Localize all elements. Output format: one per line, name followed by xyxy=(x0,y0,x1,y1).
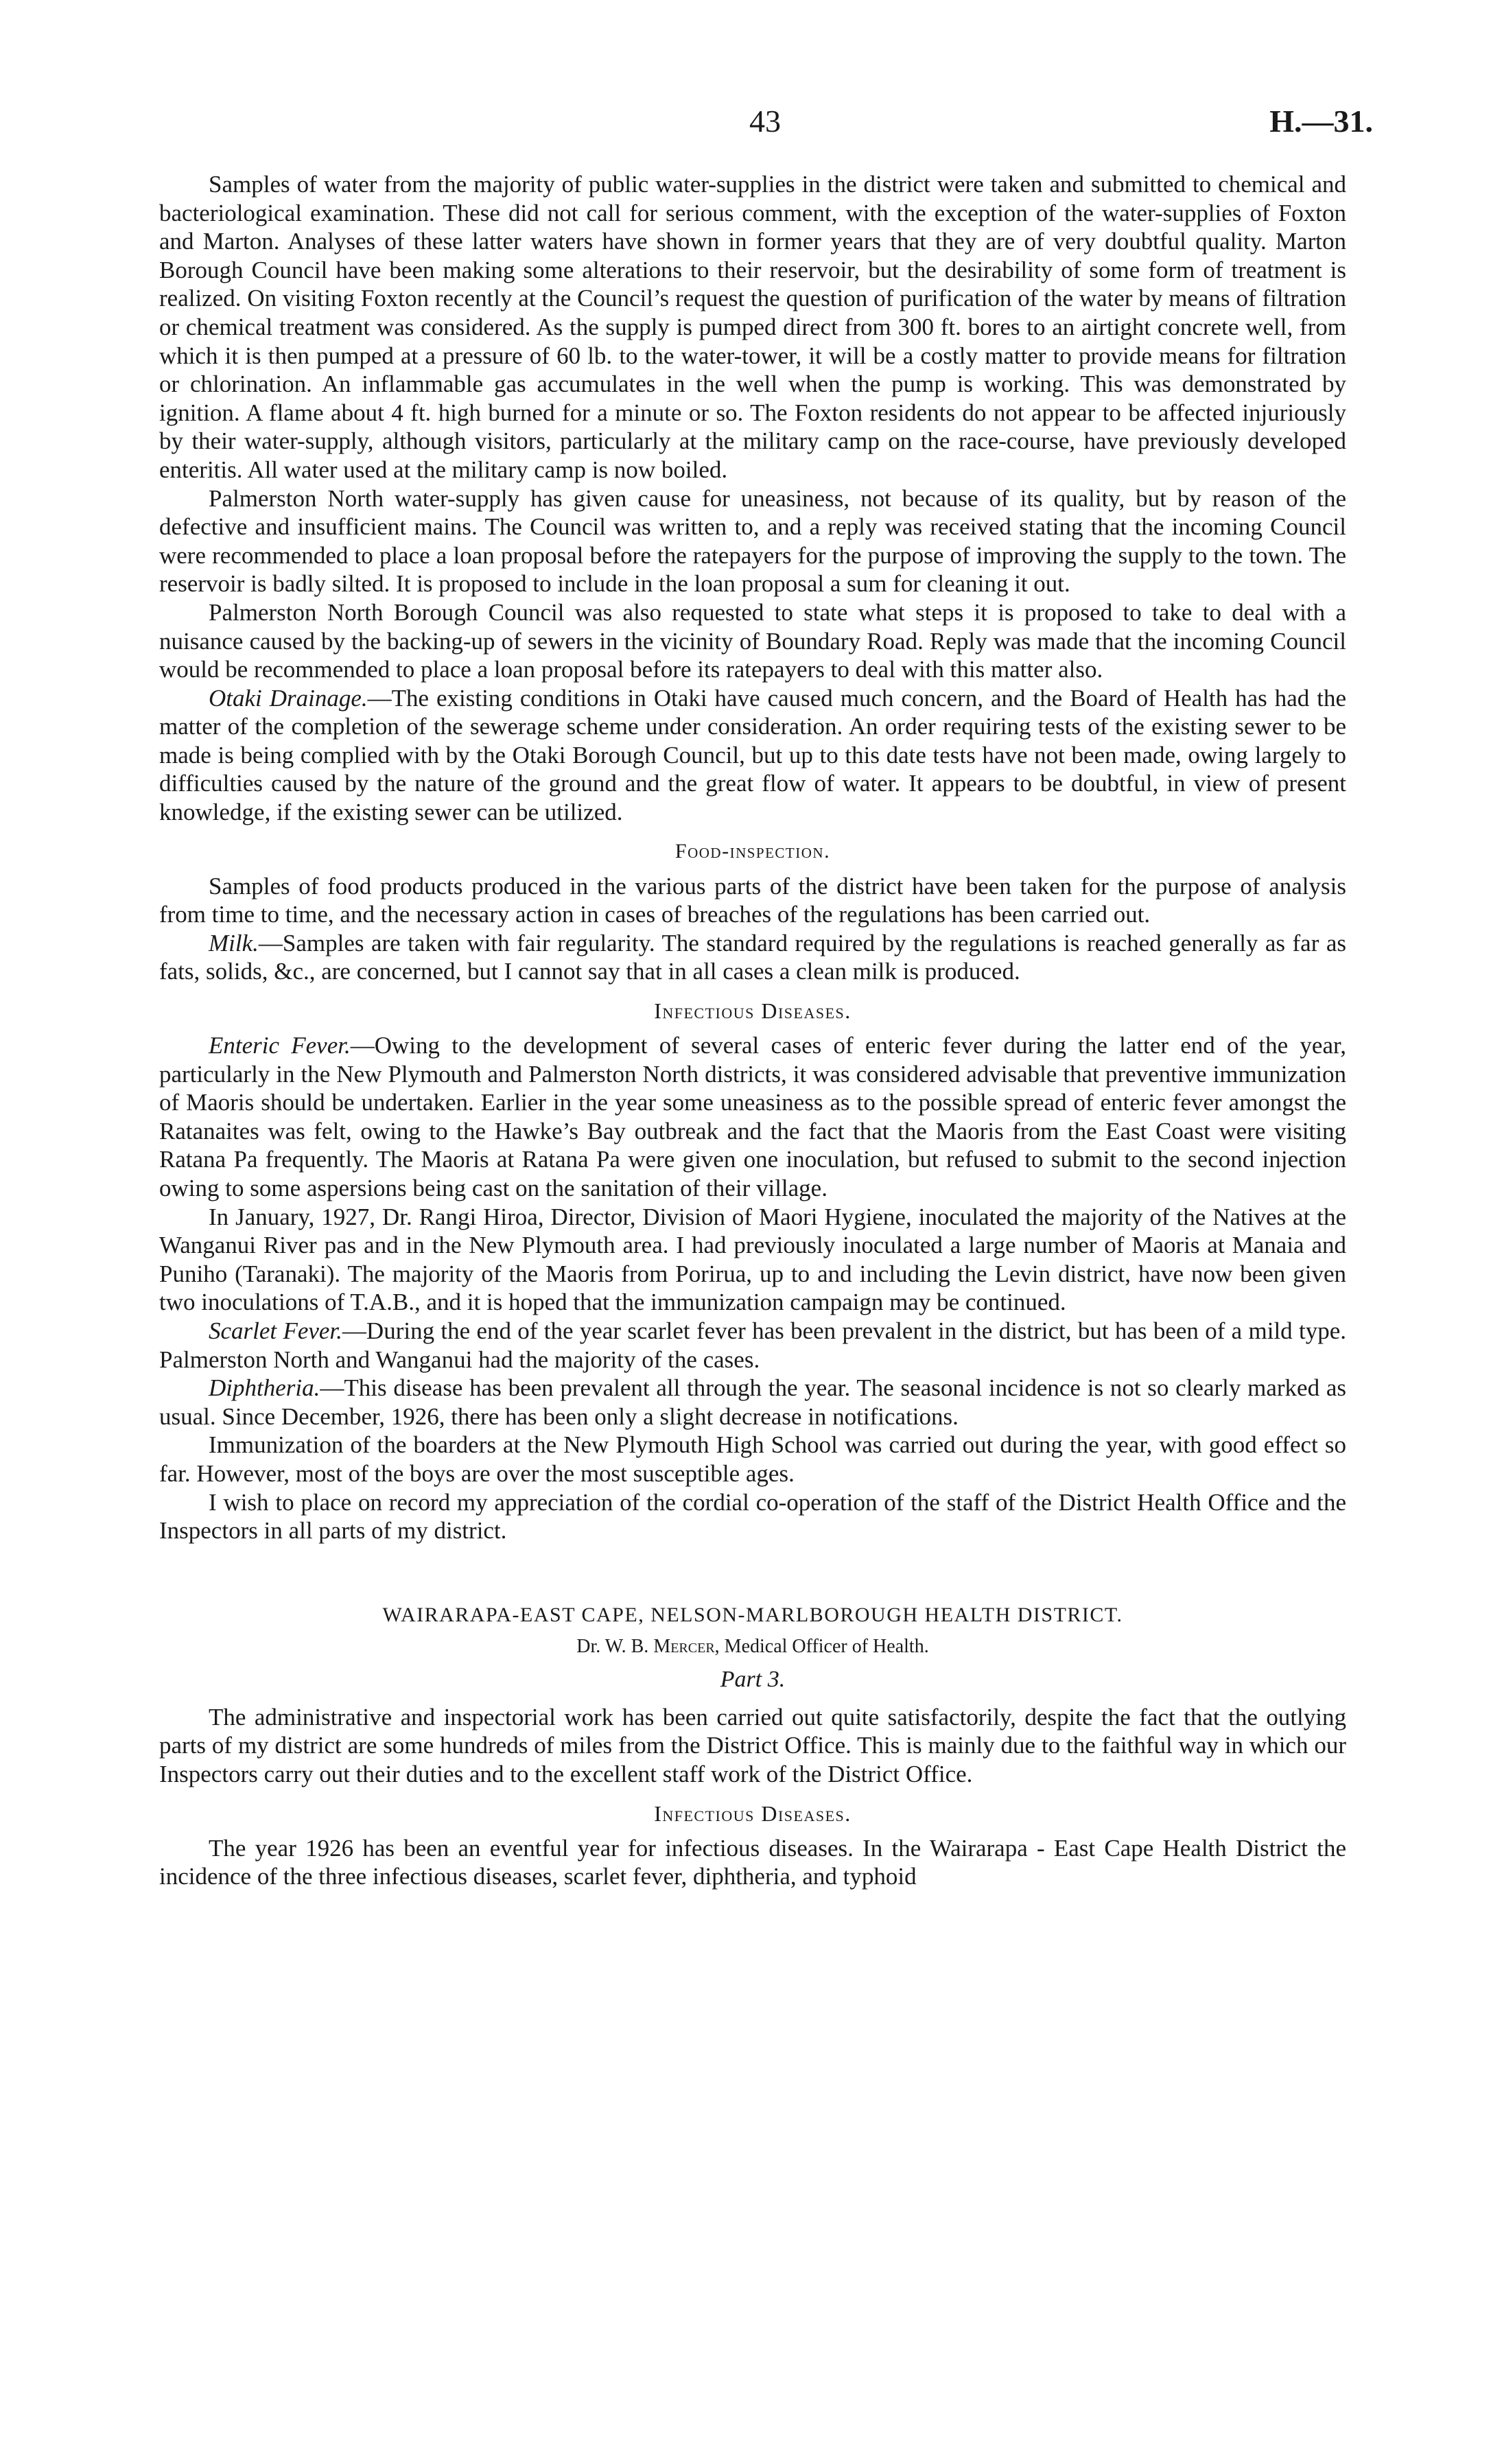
scarlet-fever-paragraph xyxy=(159,1317,1346,1374)
officer-suffix: , Medical Officer of Health. xyxy=(714,1635,929,1657)
officer-name: Mercer xyxy=(653,1635,715,1657)
milk-paragraph xyxy=(159,929,1346,986)
enteric-lead: Enteric Fever. xyxy=(209,1032,351,1059)
district-title: WAIRARAPA-EAST CAPE, NELSON-MARLBOROUGH HEALTH DISTRICT. xyxy=(382,1603,1123,1626)
enteric-text: —Owing to the development of several cases of enteric fever during the latter end of the year, particularly in the New Plymouth and Palmerston North districts, it was considered advisable that preventive immunization of Maoris should be undertaken. Earlier in the year some uneasiness as to the possible spread of enteric fever amongst the Ratanaites was felt, owing to the Hawke’s Bay outbreak and the fact that the Maoris from the East Coast were visiting Ratana Pa frequently. The Maoris at Ratana Pa were given one inoculation, but refused to submit to the second injection owing to some aspersions being cast on the sanitation of their village. xyxy=(159,1032,1346,1201)
scarlet-lead: Scarlet Fever. xyxy=(209,1317,342,1344)
appreciation-paragraph: I wish to place on record my appreciation of the cordial co-operation of the staff of the District Health Office and the Inspectors in all parts of my district. xyxy=(159,1488,1346,1545)
administrative-paragraph: The administrative and inspectorial work has been carried out quite satisfactorily, despite the fact that the outlying parts of my district are some hundreds of miles from the District Office. This is mainly due to the faithful way in which our Inspectors carry out their duties and to the excellent staff work of the District Office. xyxy=(159,1703,1346,1787)
body-text xyxy=(159,170,1346,1891)
report-code: H.—31. xyxy=(1269,104,1373,139)
diphtheria-text: —This disease has been prevalent all through the year. The seasonal incidence is not so clearly marked as usual. Since December, 1926, there has been only a slight decrease in notifications. xyxy=(159,1374,1346,1430)
palmerston-sewer-paragraph: Palmerston North Borough Council was also requested to state what steps it is proposed to take to deal with a nuisance caused by the backing-up of sewers in the vicinity of Boundary Road. Reply was made that the incoming Council would be recommended to place a loan proposal before its ratepayers to deal with this matter also. xyxy=(159,598,1346,683)
year-1926-paragraph: The year 1926 has been an eventful year for infectious diseases. In the Wairarapa - East Cape Health District the incidence of the three infectious diseases, scarlet fever, diphtheria, and typhoid xyxy=(159,1834,1346,1890)
palmerston-water-paragraph: Palmerston North water-supply has given cause for uneasiness, not because of its quality, but by reason of the defective and insufficient mains. The Council was written to, and a reply was received stating that the incoming Council were recommended to place a loan proposal before the ratepayers for the purpose of improving the supply to the town. The reservoir is badly silted. It is proposed to include in the loan proposal a sum for cleaning it out. xyxy=(159,484,1346,598)
milk-text: —Samples are taken with fair regularity. The standard required by the regulations is reached generally as far as fats, solids, &c., are concerned, but I cannot say that in all cases a clean milk is produced. xyxy=(159,929,1346,985)
scarlet-text: —During the end of the year scarlet fever has been prevalent in the district, but has been of a mild type. Palmerston North and Wanganui had the majority of the cases. xyxy=(159,1317,1346,1373)
infectious-diseases-heading-2: Infectious Diseases. xyxy=(654,1800,852,1826)
infectious-diseases-heading: Infectious Diseases. xyxy=(654,998,852,1024)
enteric-fever-paragraph xyxy=(159,1031,1346,1203)
officer-prefix: Dr. W. B. xyxy=(576,1635,649,1657)
page-number: 43 xyxy=(749,104,781,139)
otaki-lead: Otaki Drainage. xyxy=(209,684,368,712)
january-paragraph: In January, 1927, Dr. Rangi Hiroa, Director, Division of Maori Hygiene, inoculated the majority of the Natives at the Wanganui River pas and in the New Plymouth area. I had previously inoculated a large number of Maoris at Manaia and Puniho (Taranaki). The majority of the Maoris from Porirua, up to and including the Levin district, have now been given two inoculations of T.A.B., and it is hoped that the immunization campaign may be continued. xyxy=(159,1203,1346,1316)
food-intro-paragraph: Samples of food products produced in the various parts of the district have been taken for the purpose of analysis from time to time, and the necessary action in cases of breaches of the regulations has been carried out. xyxy=(159,872,1346,928)
diphtheria-paragraph xyxy=(159,1374,1346,1431)
water-samples-paragraph: Samples of water from the majority of public water-supplies in the district were taken and submitted to chemical and bacteriological examination. These did not call for serious comment, with the exception of the water-supplies of Foxton and Marton. Analyses of these latter waters have shown in former years that they are of very doubtful quality. Marton Borough Council have been making some alterations to their reservoir, but the desirability of some form of treatment is realized. On visiting Foxton recently at the Council’s request the question of purification of the water by means of filtration or chemical treatment was considered. As the supply is pumped direct from 300 ft. bores to an airtight concrete well, from which it is then pumped at a pressure of 60 lb. to the water-tower, it will be a costly matter to provide means for filtration or chlorination. An inflammable gas accumulates in the well when the pump is working. This was demonstrated by ignition. A flame about 4 ft. high burned for a minute or so. The Foxton residents do not appear to be affected injuriously by their water-supply, although visitors, particularly at the military camp on the race-course, have previously developed enteritis. All water used at the military camp is now boiled. xyxy=(159,171,1346,483)
part-label: Part 3. xyxy=(720,1666,786,1692)
otaki-drainage-paragraph xyxy=(159,684,1346,827)
diphtheria-lead: Diphtheria. xyxy=(209,1374,320,1402)
milk-lead: Milk. xyxy=(209,929,259,957)
officer-line xyxy=(159,1633,1346,1661)
immunization-paragraph: Immunization of the boarders at the New Plymouth High School was carried out during the year, with good effect so far. However, most of the boys are over the most susceptible ages. xyxy=(159,1431,1346,1487)
otaki-text: —The existing conditions in Otaki have caused much concern, and the Board of Health has had the matter of the completion of the sewerage scheme under consideration. An order requiring tests of the existing sewer to be made is being complied with by the Otaki Borough Council, but up to this date tests have not been made, owing largely to difficulties caused by the nature of the ground and the great flow of water. It appears to be doubtful, in view of present knowledge, if the existing sewer can be utilized. xyxy=(159,684,1346,826)
food-inspection-heading: Food-inspection. xyxy=(674,839,831,863)
